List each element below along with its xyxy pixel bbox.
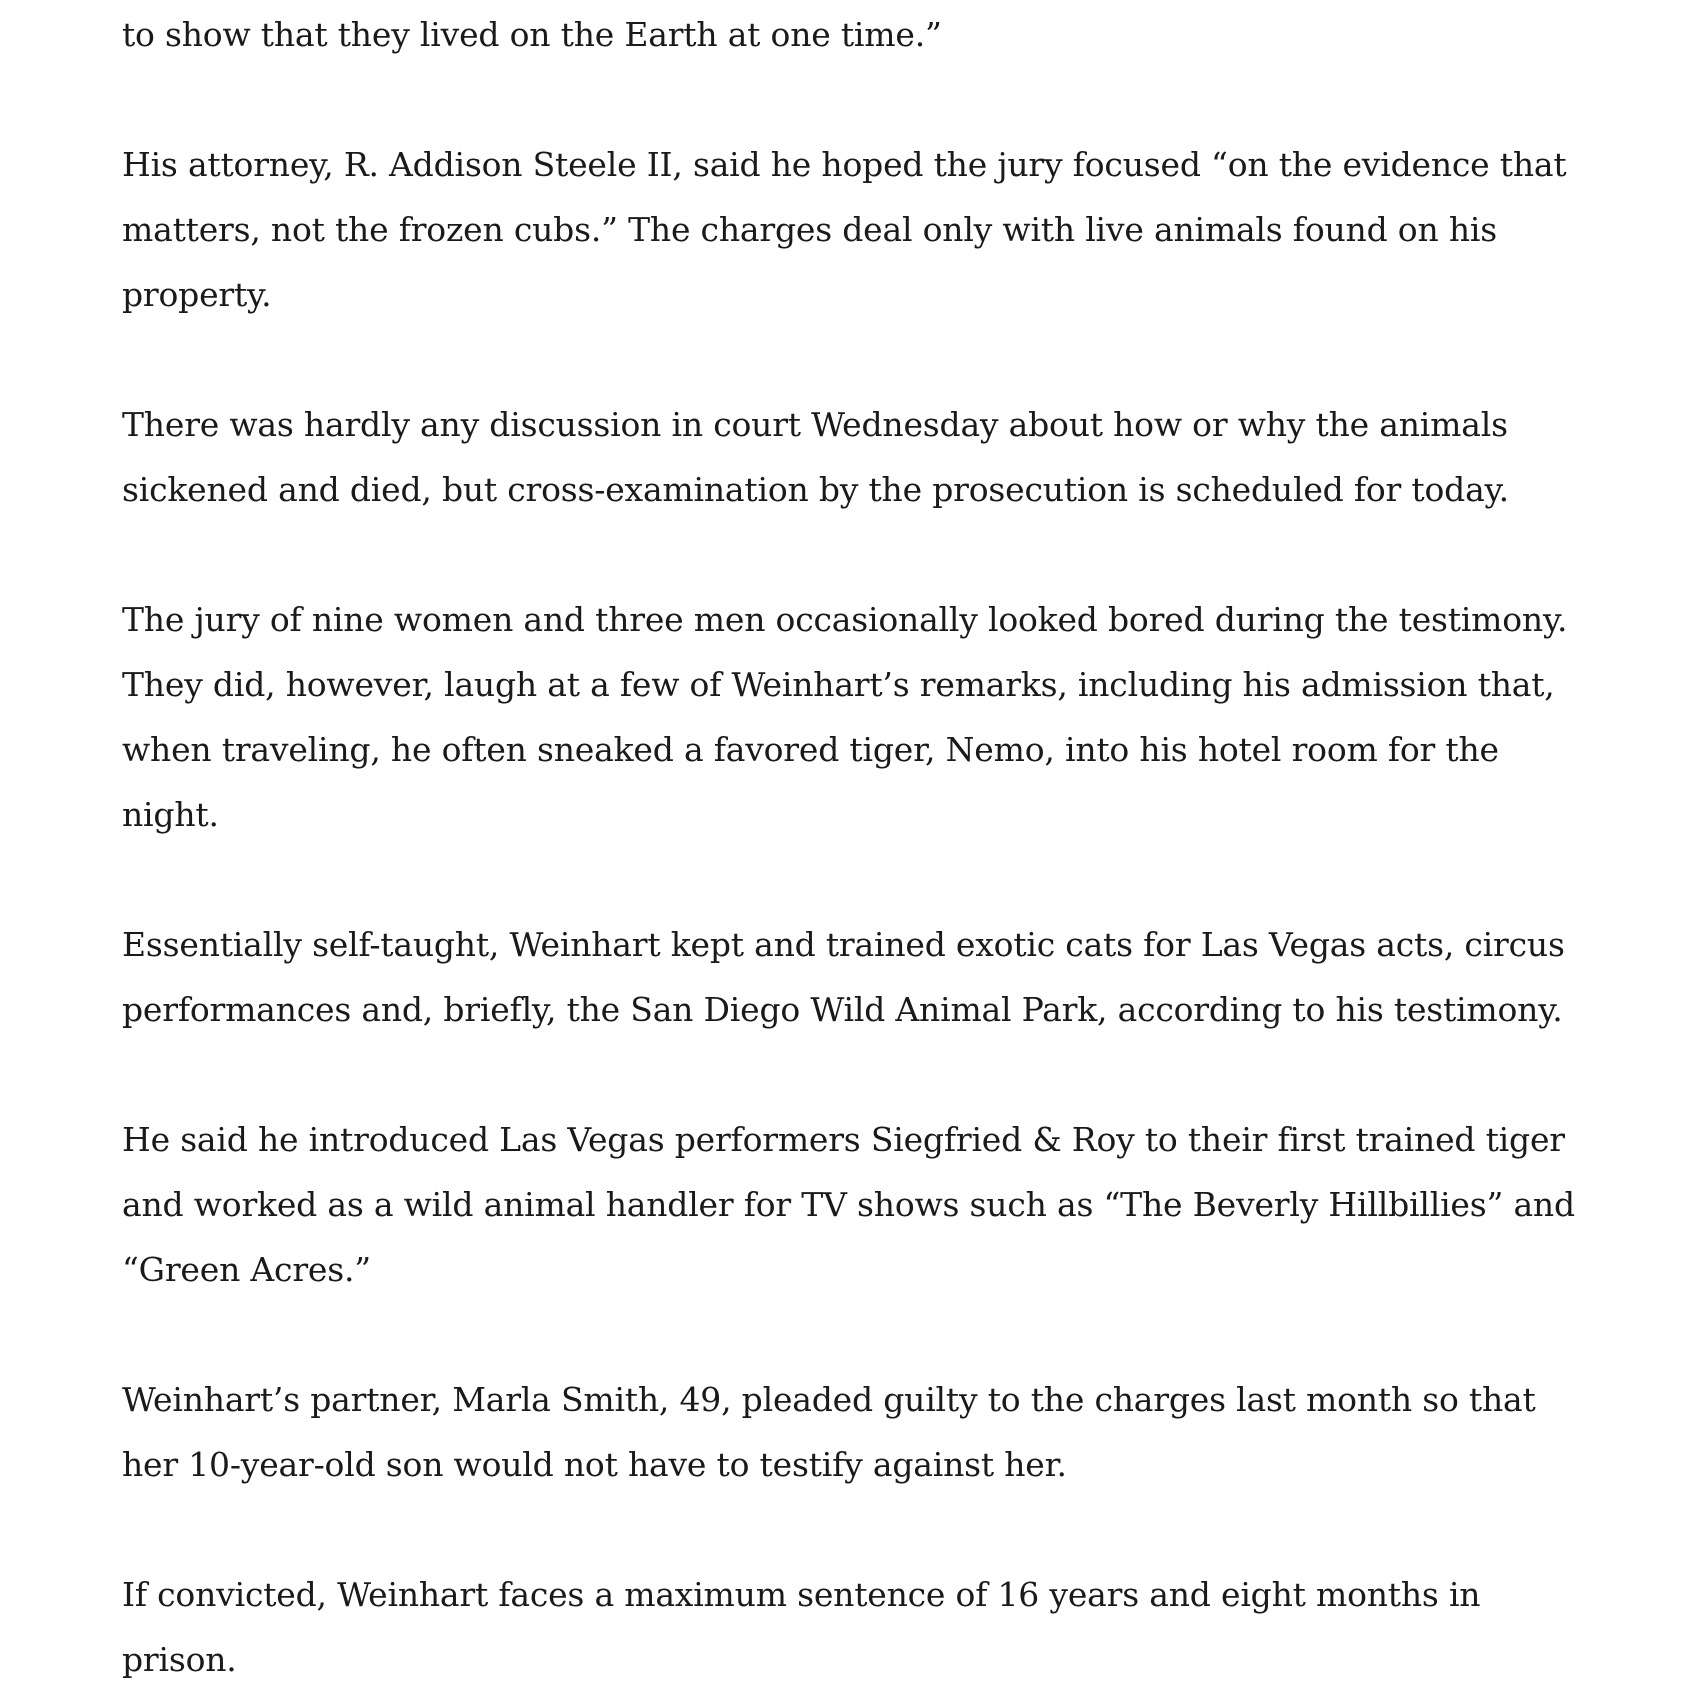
paragraph-6: He said he introduced Las Vegas performers Siegfried & Roy to their first trained tiger and worked as a wild animal handler for TV shows such as “The Beverly Hillbillies” and “Green Acres.” — [122, 1120, 1575, 1289]
paragraph-7: Weinhart’s partner, Marla Smith, 49, pleaded guilty to the charges last month so that her 10-year-old son would not have to testify against her. — [122, 1380, 1536, 1484]
paragraph-5: Essentially self-taught, Weinhart kept and trained exotic cats for Las Vegas acts, circus performances and, briefly, the San Diego Wild Animal Park, according to his testimony. — [122, 925, 1565, 1029]
paragraph-4: The jury of nine women and three men occasionally looked bored during the testimony. They did, however, laugh at a few of Weinhart’s remarks, including his admission that, when traveling, he often sneaked a favored tiger, Nemo, into his hotel room for the night. — [122, 600, 1568, 834]
paragraph-2: His attorney, R. Addison Steele II, said he hoped the jury focused “on the evidence that matters, not the frozen cubs.” The charges deal only with live animals found on his property. — [122, 145, 1567, 314]
paragraph-1: to show that they lived on the Earth at one time.” — [122, 15, 942, 54]
paragraph-8: If convicted, Weinhart faces a maximum sentence of 16 years and eight months in prison. — [122, 1575, 1481, 1679]
paragraph-3: There was hardly any discussion in court Wednesday about how or why the animals sickened and died, but cross-examination by the prosecution is scheduled for today. — [122, 405, 1509, 509]
article-body — [122, 2, 1592, 1692]
